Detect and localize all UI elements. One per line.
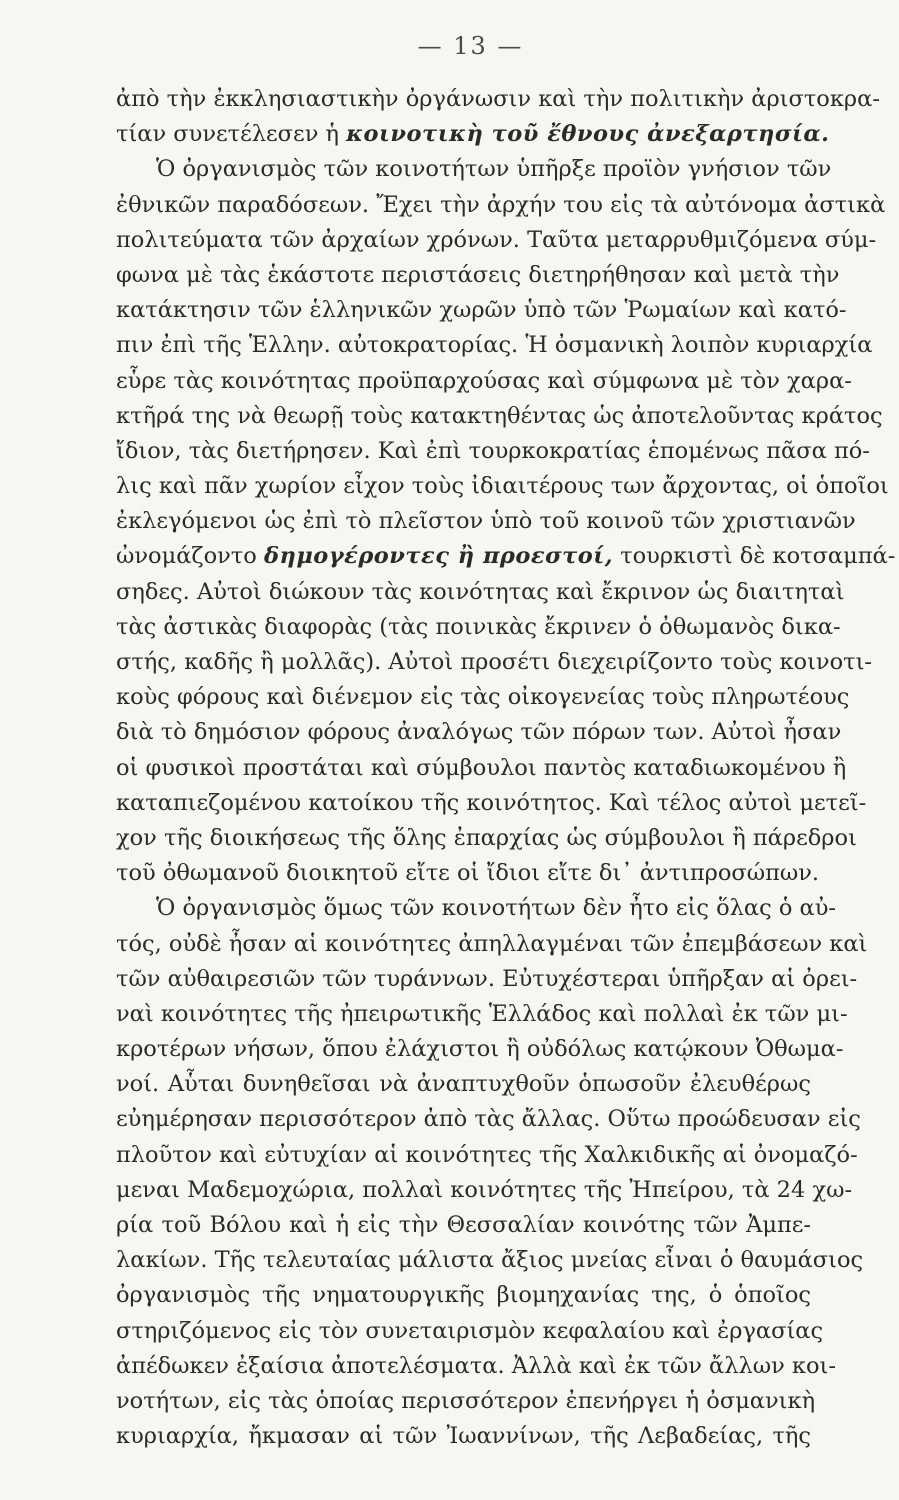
emphasized-text: κοινοτικὴ τοῦ ἔθνους ἀνεξαρτησία. bbox=[346, 121, 830, 148]
text-line bbox=[116, 645, 873, 680]
line-text: πολιτεύματα τῶν ἀρχαίων χρόνων. Ταῦτα μεταρρυθμιζόμενα σύμ- bbox=[116, 226, 877, 253]
line-text: τίαν συνετέλεσεν ἡ bbox=[116, 121, 347, 148]
line-text: κοὺς φόρους καὶ διένεμον εἰς τὰς οἰκογενείας τοὺς πληρωτέους bbox=[116, 684, 850, 711]
line-text: λις καὶ πᾶν χωρίον εἶχον τοὺς ἰδιαιτέρους των ἄρχοντας, οἱ ὁποῖοι bbox=[116, 473, 889, 500]
text-line bbox=[116, 715, 842, 750]
text-line bbox=[116, 1102, 861, 1137]
line-text: ὀργανισμὸς τῆς νηματουργικῆς βιομηχανίας της, ὁ ὁποῖος bbox=[116, 1282, 811, 1309]
line-text: φωνα μὲ τὰς ἑκάστοτε περιστάσεις διετηρήθησαν καὶ μετὰ τὴν bbox=[116, 261, 840, 288]
line-text: ἀπὸ τὴν ἐκκλησιαστικὴν ὀργάνωσιν καὶ τὴν πολιτικὴν ἀριστοκρα- bbox=[116, 86, 880, 112]
line-text-after: τουρκιστὶ δὲ κοτσαμπά- bbox=[613, 543, 896, 570]
text-line bbox=[116, 891, 837, 926]
line-text: ἀπέδωκεν ἐξαίσια ἀποτελέσματα. Ἀλλὰ καὶ ἐκ τῶν ἄλλων κοι- bbox=[116, 1352, 836, 1379]
text-line bbox=[116, 1032, 844, 1067]
line-text: στής, καδῆς ἢ μολλᾶς). Αὐτοὶ προσέτι διεχειρίζοντο τοὺς κοινοτι- bbox=[116, 649, 873, 675]
text-line bbox=[116, 575, 845, 610]
text-line bbox=[116, 927, 868, 962]
body-text bbox=[116, 82, 896, 1454]
text-line bbox=[116, 504, 856, 539]
line-text: τός, οὐδὲ ἦσαν αἱ κοινότητες ἀπηλλαγμέναι τῶν ἐπεμβάσεων καὶ bbox=[116, 930, 868, 957]
line-text: ἐκλεγόμενοι ὡς ἐπὶ τὸ πλεῖστον ὑπὸ τοῦ κοινοῦ τῶν χριστιανῶν bbox=[116, 508, 856, 535]
line-text: κτῆρά της νὰ θεωρῇ τοὺς κατακτηθέντας ὡς ἀποτελοῦντας κράτος bbox=[116, 402, 883, 429]
text-line bbox=[116, 434, 870, 469]
text-line bbox=[116, 1314, 824, 1349]
line-text: πλοῦτον καὶ εὐτυχίαν αἱ κοινότητες τῆς Χαλκιδικῆς αἱ ὀνομαζό- bbox=[116, 1141, 858, 1168]
line-text: στηριζόμενος εἰς τὸν συνεταιρισμὸν κεφαλαίου καὶ ἐργασίας bbox=[116, 1317, 824, 1344]
text-line bbox=[116, 680, 850, 715]
text-line bbox=[116, 1278, 811, 1313]
text-line bbox=[116, 117, 830, 152]
text-line bbox=[116, 82, 880, 117]
line-text: νοτήτων, εἰς τὰς ὁποίας περισσότερον ἐπενήργει ἡ ὀσμανικὴ bbox=[116, 1387, 816, 1414]
text-line bbox=[116, 223, 877, 258]
text-line bbox=[116, 293, 847, 328]
text-line bbox=[116, 1349, 836, 1384]
text-line bbox=[116, 399, 883, 434]
text-line bbox=[116, 1384, 816, 1419]
line-text: πιν ἐπὶ τῆς Ἑλλην. αὐτοκρατορίας. Ἡ ὀσμανικὴ λοιπὸν κυριαρχία bbox=[116, 332, 873, 359]
emphasized-text: δημογέροντες ἢ προεστοί, bbox=[263, 543, 614, 570]
line-text: ρία τοῦ Βόλου καὶ ἡ εἰς τὴν Θεσσαλίαν κοινότης τῶν Ἀμπε- bbox=[116, 1212, 811, 1238]
line-text: Ὁ ὀργανισμὸς τῶν κοινοτήτων ὑπῆρξε προϊὸν γνήσιον τῶν bbox=[156, 156, 832, 183]
text-line bbox=[116, 258, 840, 293]
line-text: τὰς ἀστικὰς διαφορὰς (τὰς ποινικὰς ἔκρινεν ὁ ὀθωμανὸς δικα- bbox=[116, 613, 841, 640]
text-line bbox=[116, 364, 852, 399]
line-text: λακίων. Τῆς τελευταίας μάλιστα ἄξιος μνείας εἶναι ὁ θαυμάσιος bbox=[116, 1247, 864, 1274]
text-line bbox=[116, 1067, 811, 1102]
text-line bbox=[116, 751, 847, 786]
text-line bbox=[116, 1138, 858, 1173]
line-text: σηδες. Αὐτοὶ διώκουν τὰς κοινότητας καὶ ἔκρινον ὡς διαιτηταὶ bbox=[116, 578, 845, 605]
text-line bbox=[116, 1243, 864, 1278]
line-text: ὠνομάζοντο bbox=[116, 543, 264, 570]
line-text: οἱ φυσικοὶ προστάται καὶ σύμβουλοι παντὸς καταδιωκομένου ἢ bbox=[116, 754, 847, 781]
text-line bbox=[116, 152, 832, 187]
text-line bbox=[116, 1173, 853, 1208]
text-line bbox=[116, 328, 873, 363]
text-line bbox=[116, 539, 896, 574]
line-text: μεναι Μαδεμοχώρια, πολλαὶ κοινότητες τῆς Ἠπείρου, τὰ 24 χω- bbox=[116, 1176, 853, 1203]
text-line bbox=[116, 1208, 811, 1243]
text-line bbox=[116, 188, 886, 223]
line-text: καταπιεζομένου κατοίκου τῆς κοινότητος. Καὶ τέλος αὐτοὶ μετεῖ- bbox=[116, 789, 867, 816]
line-text: τῶν αὐθαιρεσιῶν τῶν τυράννων. Εὐτυχέστεραι ὑπῆρξαν αἱ ὀρει- bbox=[116, 965, 858, 992]
line-text: Ὁ ὀργανισμὸς ὅμως τῶν κοινοτήτων δὲν ἦτο εἰς ὅλας ὁ αὐ- bbox=[156, 895, 837, 922]
line-text: νοί. Αὗται δυνηθεῖσαι νὰ ἀναπτυχθοῦν ὁπωσοῦν ἐλευθέρως bbox=[116, 1071, 811, 1098]
line-text: χον τῆς διοικήσεως τῆς ὅλης ἐπαρχίας ὡς σύμβουλοι ἢ πάρεδροι bbox=[116, 824, 857, 851]
text-line bbox=[116, 821, 857, 856]
text-line bbox=[116, 469, 889, 504]
line-text: διὰ τὸ δημόσιον φόρους ἀναλόγως τῶν πόρων των. Αὐτοὶ ἦσαν bbox=[116, 719, 842, 746]
text-line bbox=[116, 997, 848, 1032]
line-text: κυριαρχία, ἤκμασαν αἱ τῶν Ἰωαννίνων, τῆς Λεβαδείας, τῆς bbox=[116, 1423, 811, 1450]
line-text: κροτέρων νήσων, ὅπου ἐλάχιστοι ἢ οὐδόλως κατῴκουν Ὀθωμα- bbox=[116, 1036, 844, 1063]
line-text: ἴδιον, τὰς διετήρησεν. Καὶ ἐπὶ τουρκοκρατίας ἑπομένως πᾶσα πό- bbox=[116, 437, 870, 464]
text-line bbox=[116, 856, 820, 891]
line-text: εὗρε τὰς κοινότητας προϋπαρχούσας καὶ σύμφωνα μὲ τὸν χαρα- bbox=[116, 367, 852, 394]
text-line bbox=[116, 962, 858, 997]
line-text: τοῦ ὀθωμανοῦ διοικητοῦ εἴτε οἱ ἴδιοι εἴτε δι᾽ ἀντιπροσώπων. bbox=[116, 860, 820, 887]
text-line bbox=[116, 610, 841, 645]
line-text: κατάκτησιν τῶν ἑλληνικῶν χωρῶν ὑπὸ τῶν Ῥωμαίων καὶ κατό- bbox=[116, 297, 847, 324]
line-text: εὐημέρησαν περισσότερον ἀπὸ τὰς ἄλλας. Οὕτω προώδευσαν εἰς bbox=[116, 1106, 861, 1133]
line-text: ἐθνικῶν παραδόσεων. Ἔχει τὴν ἀρχήν του εἰς τὰ αὐτόνομα ἀστικὰ bbox=[116, 191, 886, 218]
page-number: — 13 — bbox=[417, 32, 524, 60]
text-line bbox=[116, 1419, 811, 1454]
text-line bbox=[116, 786, 867, 821]
line-text: ναὶ κοινότητες τῆς ἠπειρωτικῆς Ἑλλάδος καὶ πολλαὶ ἐκ τῶν μι- bbox=[116, 1000, 848, 1027]
